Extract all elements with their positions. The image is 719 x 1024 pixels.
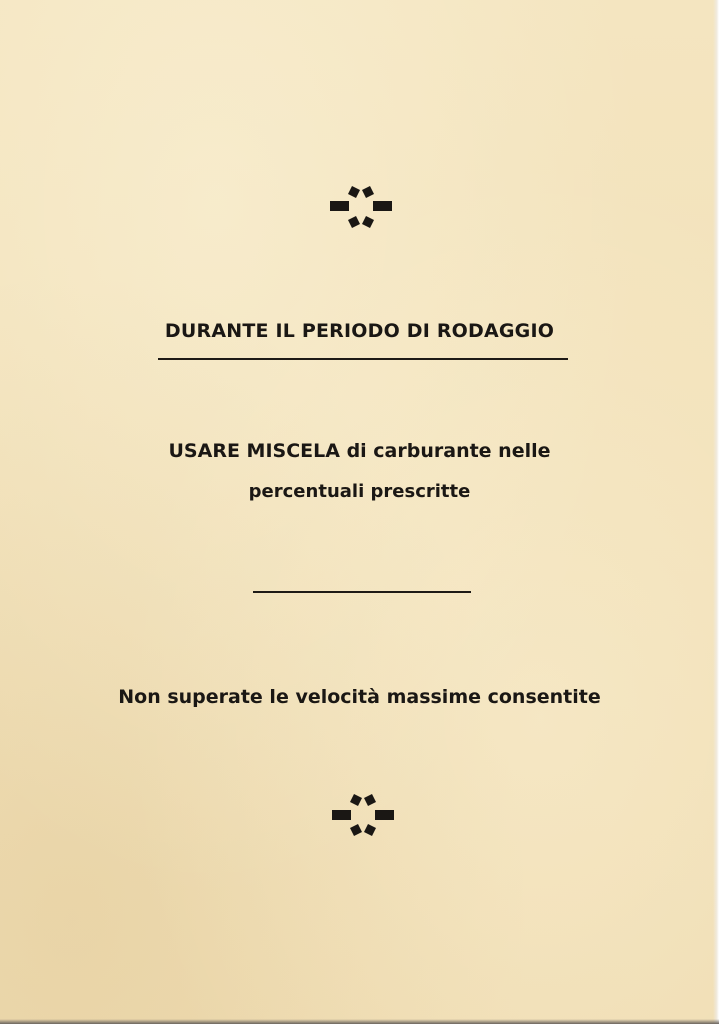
instruction-emphasis: USARE MISCELA [168,440,340,462]
page-edge-right [713,0,719,1024]
heading-underline [158,358,568,360]
section-divider [253,591,471,593]
asterisk-ornament-icon [330,184,392,230]
instruction-line-1-rest: di carburante nelle [346,440,551,462]
page-heading: DURANTE IL PERIODO DI RODAGGIO [164,320,555,342]
asterisk-ornament-icon [332,792,394,838]
speed-warning: Non superate le velocità massime consentite [118,686,601,708]
instruction-line-2: percentuali prescritte [248,481,471,502]
instruction-line-1 [0,440,719,462]
page-edge-bottom [0,1019,719,1024]
